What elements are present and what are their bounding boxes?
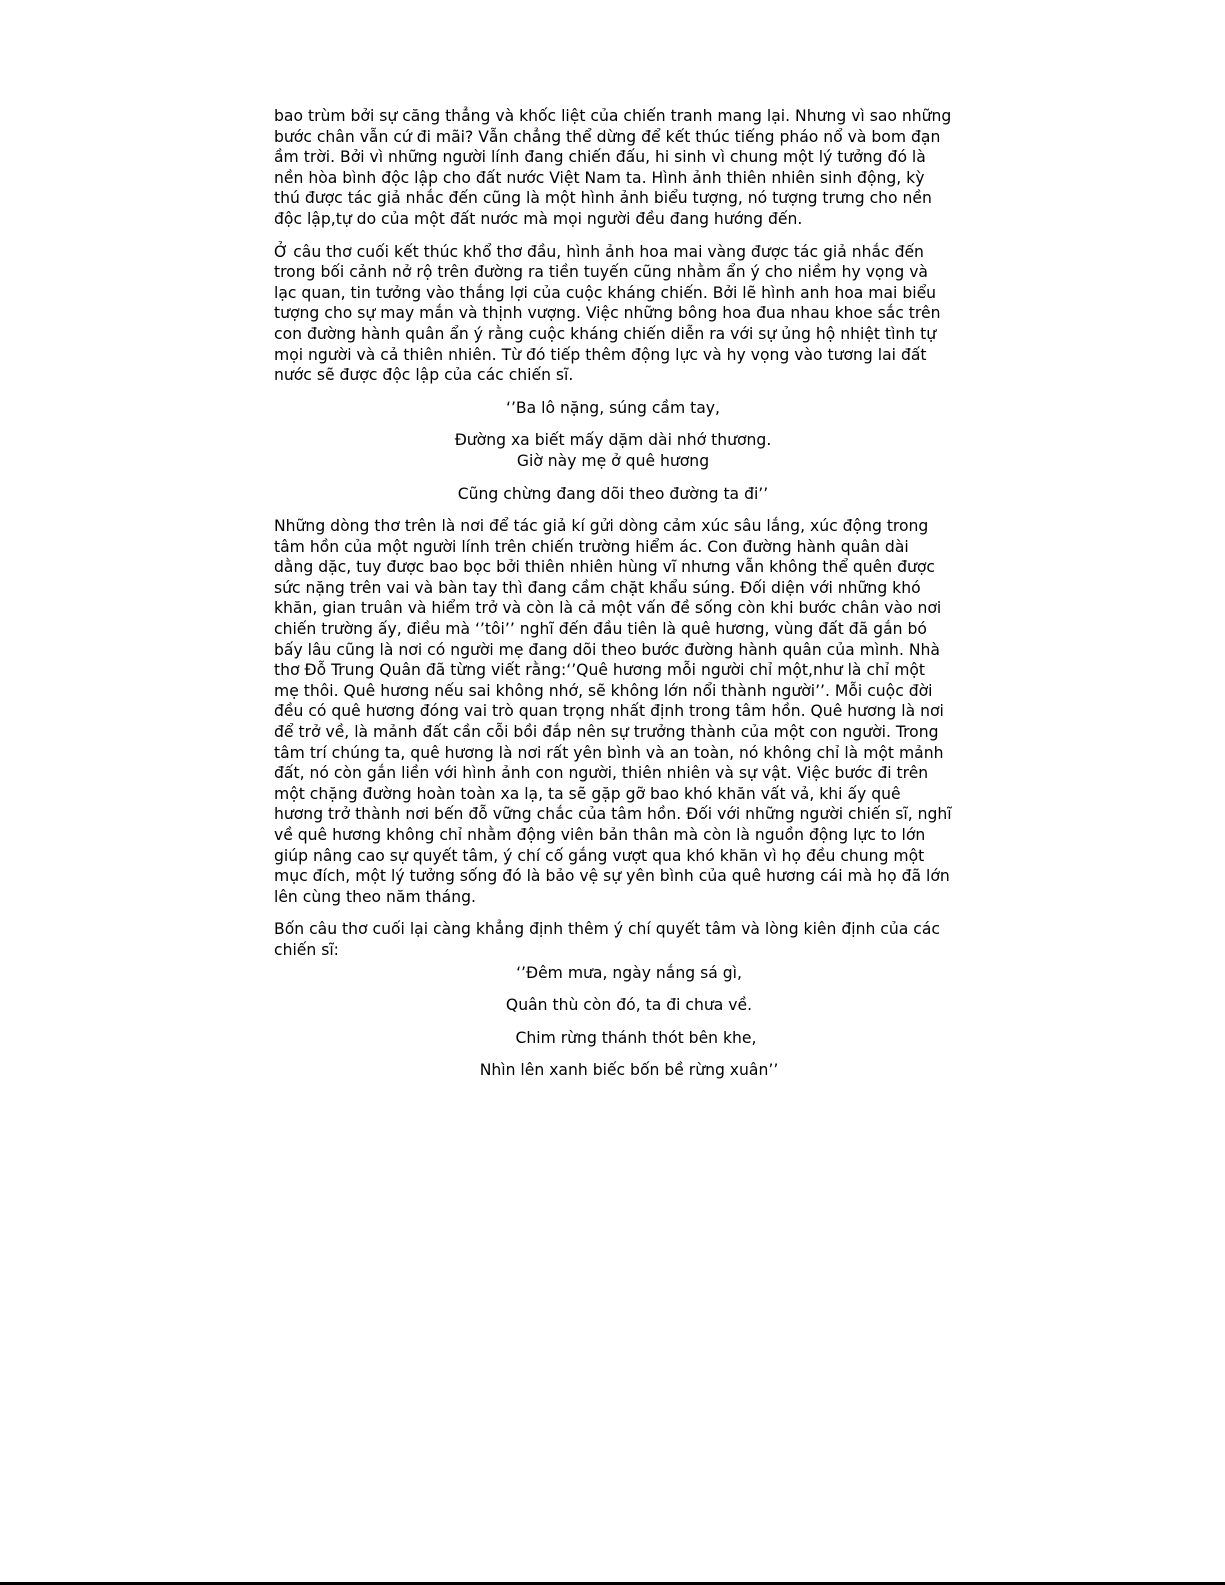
poem-stanza-1 <box>274 398 952 504</box>
poem-line: ‘’Đêm mưa, ngày nắng sá gì, <box>516 963 742 982</box>
poem-stanza-2 <box>274 963 952 1081</box>
poem-line: Giờ này mẹ ở quê hương <box>516 451 710 470</box>
poem-line: Quân thù còn đó, ta đi chưa về. <box>505 996 753 1015</box>
poem-line: Cũng chừng đang dõi theo đường ta đi’’ <box>457 484 769 503</box>
paragraph-1: bao trùm bởi sự căng thẳng và khốc liệt của chiến tranh mang lại. Nhưng vì sao những bước chân vẫn cứ đi mãi? Vẫn chẳng thể dừng để kết thúc tiếng pháo nổ và bom đạn ầm trời. Bởi vì những người lính đang chiến đấu, hi sinh vì chung một lý tưởng đó là nền hòa bình độc lập cho đất nước Việt Nam ta. Hình ảnh thiên nhiên sinh động, kỳ thú được tác giả nhắc đến cũng là một hình ảnh biểu tượng, nó tượng trưng cho nền độc lập,tự do của một đất nước mà mọi người đều đang hướng đến. <box>274 107 952 228</box>
paragraph-2: Ở câu thơ cuối kết thúc khổ thơ đầu, hình ảnh hoa mai vàng được tác giả nhắc đến trong bối cảnh nở rộ trên đường ra tiền tuyến cũng nhằm ẩn ý cho niềm hy vọng và lạc quan, tin tưởng vào thắng lợi của cuộc kháng chiến. Bởi lẽ hình anh hoa mai biểu tượng cho sự may mắn và thịnh vượng. Việc những bông hoa đua nhau khoe sắc trên con đường hành quân ẩn ý rằng cuộc kháng chiến diễn ra với sự ủng hộ nhiệt tình tự mọi người và cả thiên nhiên. Từ đó tiếp thêm động lực và hy vọng vào tương lai đất nước sẽ được độc lập của các chiến sĩ. <box>274 242 941 385</box>
paragraph-4: Bốn câu thơ cuối lại càng khẳng định thêm ý chí quyết tâm và lòng kiên định của các chiến sĩ: <box>274 920 940 959</box>
paragraph-3: Những dòng thơ trên là nơi để tác giả kí gửi dòng cảm xúc sâu lắng, xúc động trong tâm hồn của một người lính trên chiến trường hiểm ác. Con đường hành quân dài dằng dặc, tuy được bao bọc bởi thiên nhiên hùng vĩ nhưng vẫn không thể quên được sức nặng trên vai và bàn tay thì đang cầm chặt khẩu súng. Đối diện với những khó khăn, gian truân và hiểm trở và còn là cả một vấn đề sống còn khi bước chân vào nơi chiến trường ấy, điều mà ‘’tôi’’ nghĩ đến đầu tiên là quê hương, vùng đất đã gắn bó bấy lâu cũng là nơi có người mẹ đang dõi theo bước đường hành quân của mình. Nhà thơ Đỗ Trung Quân đã từng viết rằng:‘’Quê hương mỗi người chỉ một,như là chỉ một mẹ thôi. Quê hương nếu sai không nhớ, sẽ không lớn nổi thành người’’. Mỗi cuộc đời đều có quê hương đóng vai trò quan trọng nhất định trong tâm hồn. Quê hương là nơi để trở về, là mảnh đất cần cỗi bồi đắp nên sự trưởng thành của một con người. Trong tâm trí chúng ta, quê hương là nơi rất yên bình và an toàn, nó không chỉ là một mảnh đất, nó còn gắn liền với hình ảnh con người, thiên nhiên và sự vật. Việc bước đi trên một chặng đường hoàn toàn xa lạ, ta sẽ gặp gỡ bao khó khăn vất vả, khi ấy quê hương trở thành nơi bến đỗ vững chắc của tâm hồn. Đối với những người chiến sĩ, nghĩ về quê hương không chỉ nhằm động viên bản thân mà còn là nguồn động lực to lớn giúp nâng cao sự quyết tâm, ý chí cố gắng vượt qua khó khăn vì họ đều chung một mục đích, một lý tưởng sống đó là bảo vệ sự yên bình của quê hương cái mà họ đã lớn lên cùng theo năm tháng. <box>274 517 952 906</box>
poem-line: ‘’Ba lô nặng, súng cầm tay, <box>506 398 720 417</box>
poem-line: Đường xa biết mấy dặm dài nhớ thương. <box>454 431 772 450</box>
poem-line: Chim rừng thánh thót bên khe, <box>515 1028 757 1047</box>
document-page <box>274 106 952 1081</box>
poem-line: Nhìn lên xanh biếc bốn bề rừng xuân’’ <box>479 1061 779 1080</box>
